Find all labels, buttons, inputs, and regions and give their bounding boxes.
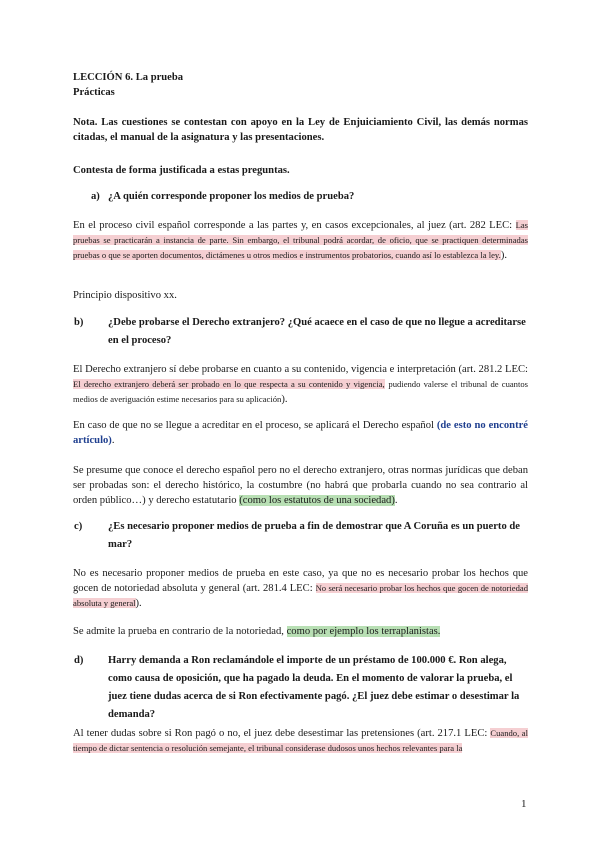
answer-b-p2-end: . (111, 435, 115, 446)
question-c-text: ¿Es necesario proponer medios de prueba a fin de demostrar que A Coruña es un puerto de mar? (108, 521, 521, 550)
question-d-text: Harry demanda a Ron reclamándole el importe de un préstamo de 100.000 €. Ron alega, como causa de oposición, que ha pagado la deuda. En el momento de valorar la prueba, el juez tiene dudas acerca de si Ron efectivamente pagó. ¿El juez debe estimar o desestimar la demanda? (108, 655, 520, 720)
question-c-number: c) (74, 521, 83, 532)
answer-c-p2-lead: Se admite la prueba en contrario de la notoriedad, (73, 626, 284, 637)
answer-d (73, 726, 528, 756)
instruction: Contesta de forma justificada a estas preguntas. (73, 165, 290, 176)
answer-a (73, 218, 528, 263)
answer-c-paragraph-2 (73, 624, 528, 639)
question-b (74, 314, 528, 350)
answer-b-paragraph-2 (73, 418, 528, 448)
lesson-title (73, 70, 528, 100)
answer-b-p3-highlight: (como los estatutos de una sociedad) (239, 495, 395, 506)
answer-d-quote: Cuando, al tiempo de dictar sentencia o resolución semejante, el tribunal considerase dudosos unos hechos relevantes para la (73, 728, 528, 753)
answer-c-lead: No es necesario proponer medios de prueba en este caso, ya que no es necesario probar los hechos que gocen de notoriedad absoluta y general (art. 281.4 LEC: (73, 568, 528, 594)
answer-c (73, 566, 528, 611)
author-note: (de esto no encontré artículo) (73, 420, 528, 446)
question-d (74, 652, 528, 724)
answer-b (73, 362, 528, 407)
lesson-subtitle: Prácticas (73, 87, 115, 98)
answer-b-p3-end: . (394, 495, 398, 506)
answer-a-close: ). (500, 250, 508, 261)
question-b-text: ¿Debe probarse el Derecho extranjero? ¿Qué acaece en el caso de que no llegue a acreditarse en el proceso? (108, 317, 526, 346)
answer-b-close: ). (281, 394, 288, 405)
answer-d-lead: Al tener dudas sobre si Ron pagó o no, el juez debe desestimar las pretensiones (art. 217.1 LEC: (73, 728, 488, 739)
answer-a-quote: Las pruebas se practicarán a instancia de parte. Sin embargo, el tribunal podrá acordar, de oficio, que se practiquen determinadas pruebas o que se aporten documentos, dictámenes u otros medios e instrumentos probatorios, cuando así lo establezca la ley. (73, 220, 528, 260)
answer-a-lead: En el proceso civil español corresponde a las partes y, en casos excepcionales, al juez (art. 282 LEC: (73, 220, 513, 231)
answer-b-quote-rest: pudiendo valerse el tribunal de cuantos medios de averiguación estime necesarios para su aplicación (73, 379, 529, 404)
answer-b-p3-lead: Se presume que conoce el derecho español pero no el derecho extranjero, otras normas jurídicas que deban ser probadas son: el derecho histórico, la costumbre (no habrá que probarla cuando no sea contrario al orden público…) y derecho estatutario (73, 465, 528, 506)
principle-line: Principio dispositivo xx. (73, 290, 177, 301)
lesson-heading: LECCIÓN 6. La prueba (73, 72, 184, 83)
question-a-text: ¿A quién corresponde proponer los medios de prueba? (108, 191, 355, 202)
question-b-number: b) (74, 317, 84, 328)
answer-b-paragraph-3 (73, 463, 528, 508)
answer-b-p2-lead: En caso de que no se llegue a acreditar en el proceso, se aplicará el Derecho español (73, 420, 434, 431)
answer-b-lead: El Derecho extranjero sí debe probarse en cuanto a su contenido, vigencia e interpretación (art. 281.2 LEC: (73, 364, 528, 375)
page-number: 1 (521, 798, 527, 810)
answer-c-quote: No será necesario probar los hechos que gocen de notoriedad absoluta y general (73, 583, 528, 608)
question-a-number: a) (91, 191, 100, 202)
answer-c-close: ). (135, 598, 142, 609)
answer-c-p2-highlight: como por ejemplo los terraplanistas. (286, 626, 441, 637)
answer-b-quote: El derecho extranjero deberá ser probado en lo que respecta a su contenido y vigencia, (73, 379, 385, 389)
question-c (74, 518, 528, 554)
question-d-number: d) (74, 655, 84, 666)
note-paragraph: Nota. Las cuestiones se contestan con apoyo en la Ley de Enjuiciamiento Civil, las demás normas citadas, el manual de la asignatura y las presentaciones. (73, 117, 528, 143)
question-a (91, 188, 528, 206)
